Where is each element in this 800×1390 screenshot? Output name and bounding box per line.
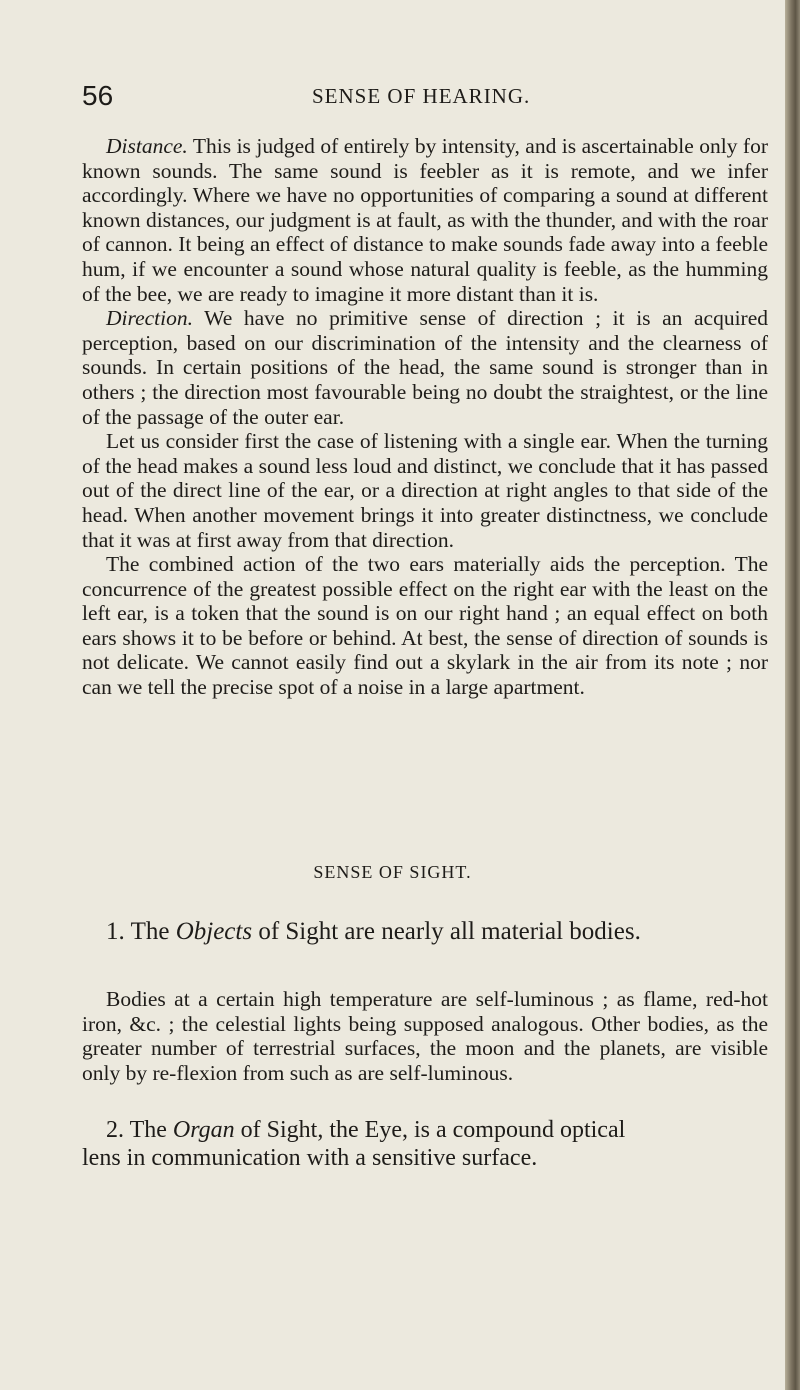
item-number: 2. [106, 1117, 124, 1143]
run-in-heading-distance: Distance. [106, 134, 188, 158]
paragraph-distance [82, 134, 768, 306]
run-in-heading-direction: Direction. [106, 306, 193, 331]
paragraph-text: Let us consider first the case of listening with a single ear. When the turning of the head makes a sound less loud and distinct, we conclude that it has passed out of the direct line of the ear, or a direction at right angles to that side of the head. When another movement brings it into greater distinctness, we conclude that it was at first away from that direction. [82, 429, 768, 552]
paragraph-self-luminous-bodies: Bodies at a certain high temperature are self-luminous ; as flame, red-hot iron, &c. ; the celestial lights being supposed analogous. Other bodies, as the greater number of terrestrial surfaces, the moon and the planets, are visible only by re-flexion from such as are self-luminous. [82, 987, 768, 1085]
running-title: SENSE OF HEARING. [312, 84, 531, 108]
heading-text-pre: The [130, 918, 176, 945]
heading-emphasis-organ: Organ [172, 1117, 235, 1143]
heading-text-pre: The [129, 1117, 173, 1143]
section-heading-sight: SENSE OF SIGHT. [313, 862, 472, 882]
running-head [82, 80, 702, 120]
paragraph-direction [82, 306, 768, 429]
heading-line-2: lens in communication with a sensitive surface. [82, 1145, 538, 1171]
item-number: 1. [106, 918, 125, 945]
paragraph-text: We have no primitive sense of direction ; it is an acquired perception, based on our discrimination of the intensity and the clearness of sounds. In certain positions of the head, the same sound is stronger than in others ; the direction most favourable being no doubt the straightest, or the line of the passage of the outer ear. [82, 306, 768, 429]
paragraph-two-ears [82, 552, 768, 700]
numbered-heading-objects [82, 918, 792, 946]
heading-line-1 [82, 1116, 768, 1144]
hearing-body-text [82, 134, 768, 700]
numbered-heading-organ [82, 1116, 768, 1172]
paragraph-text: This is judged of entirely by intensity, and is ascertainable only for known sounds. The same sound is feebler as it is remote, and we infer accordingly. Where we have no opportunities of comparing a sound at different known distances, our judgment is at fault, as with the thunder, and with the roar of cannon. It being an effect of distance to make sounds fade away into a feeble hum, if we encounter a sound whose natural quality is feeble, as the humming of the bee, we are ready to imagine it more distant than it is. [82, 134, 768, 306]
heading-text-post: of Sight, the Eye, is a compound optical [234, 1117, 626, 1143]
page-binding-edge [785, 0, 800, 1390]
page-number: 56 [82, 80, 114, 111]
paragraph-single-ear [82, 429, 768, 552]
paragraph-text: The combined action of the two ears materially aids the perception. The concurrence of the greatest possible effect on the right ear with the least on the left ear, is a token that the sound is on our right hand ; an equal effect on both ears shows it to be before or behind. At best, the sense of direction of sounds is not delicate. We cannot easily find out a skylark in the air from its note ; nor can we tell the precise spot of a noise in a large apartment. [82, 552, 768, 700]
heading-text-post: of Sight are nearly all material bodies. [252, 918, 641, 945]
heading-emphasis-objects: Objects [175, 918, 253, 945]
